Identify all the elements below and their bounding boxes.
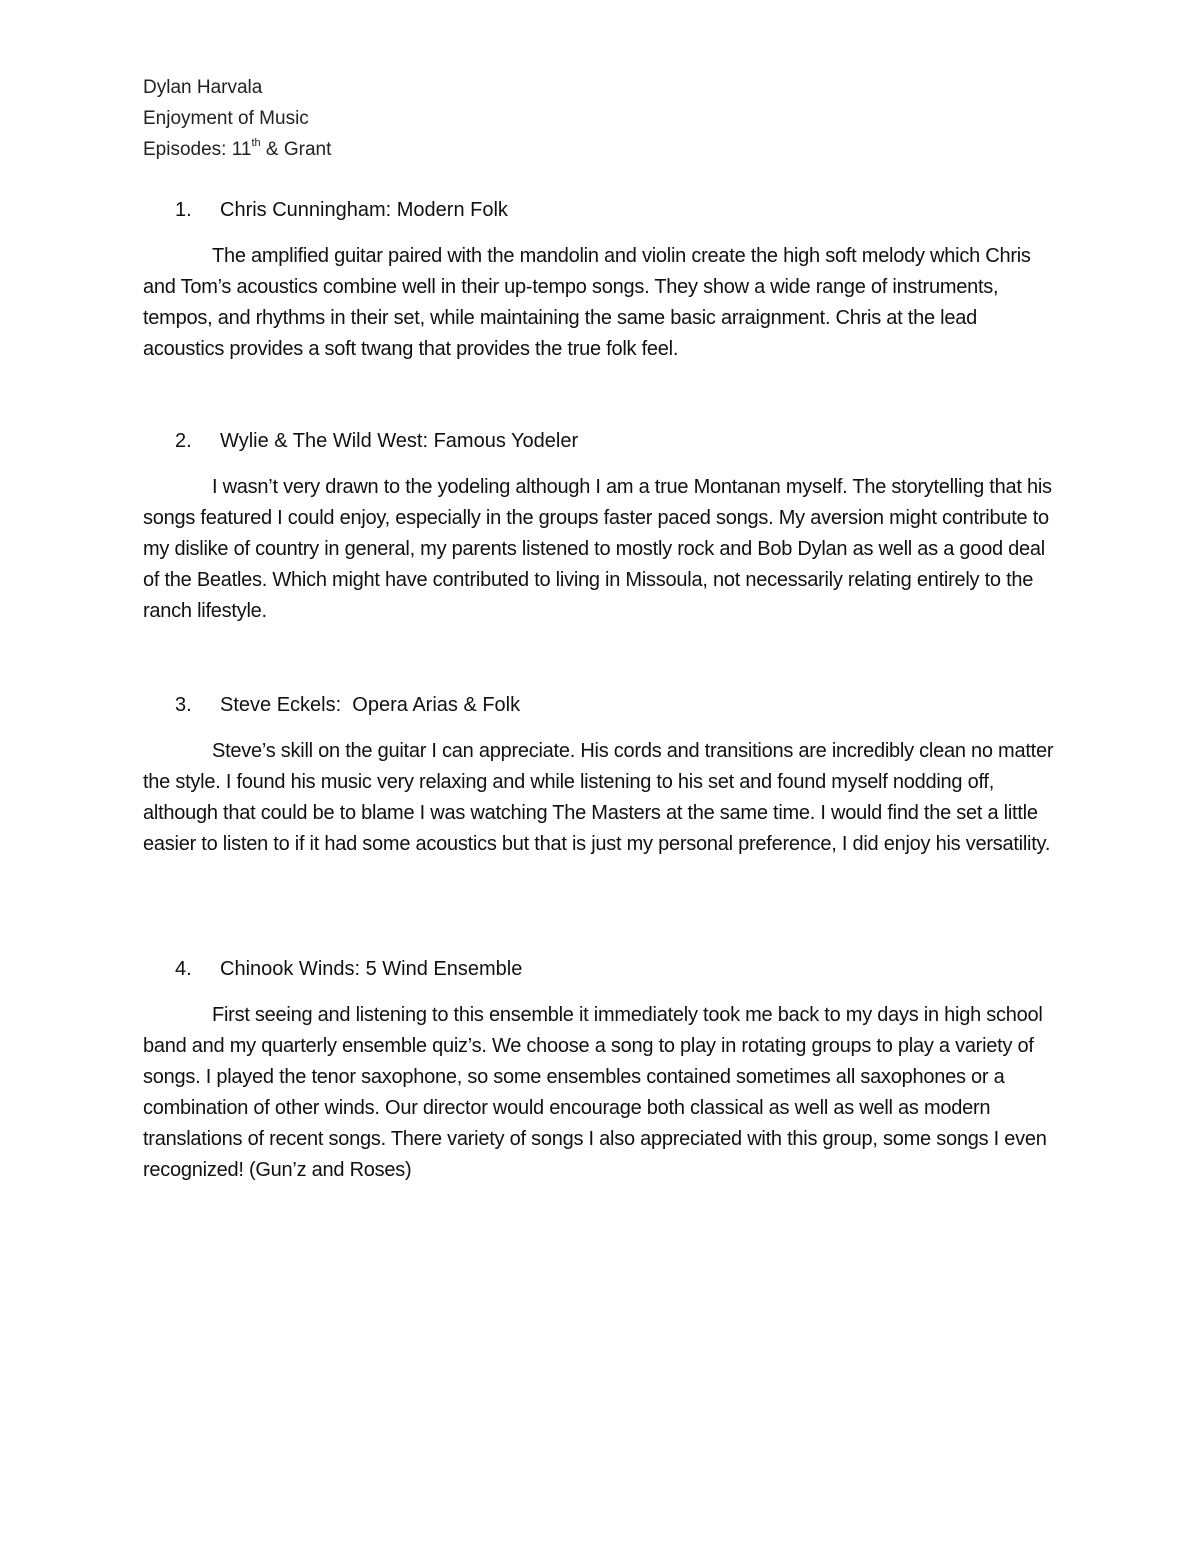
section-number: 1.	[175, 199, 192, 221]
episodes-suffix: & Grant	[260, 139, 332, 160]
section-number: 4.	[175, 958, 192, 980]
author-name: Dylan Harvala	[143, 77, 263, 98]
section-heading	[143, 690, 1063, 720]
section-title: Chris Cunningham: Modern Folk	[220, 199, 508, 221]
review-section-3	[143, 690, 1063, 860]
section-number: 2.	[175, 430, 192, 452]
episodes-line	[143, 134, 331, 165]
section-heading	[143, 426, 1063, 456]
review-section-4	[143, 954, 1063, 1186]
section-body: Steve’s skill on the guitar I can appreciate. His cords and transitions are incredibly clean no matter the style. I found his music very relaxing and while listening to his set and found myself nodding off, although that could be to blame I was watching The Masters at the same time. I would find the set a little easier to listen to if it had some acoustics but that is just my personal preference, I did enjoy his versatility.	[143, 740, 1054, 855]
section-number: 3.	[175, 694, 192, 716]
section-title: Wylie & The Wild West: Famous Yodeler	[220, 430, 579, 452]
document-header	[143, 72, 331, 165]
section-body: First seeing and listening to this ensemble it immediately took me back to my days in high school band and my quarterly ensemble quiz’s. We choose a song to play in rotating groups to play a variety of songs. I played the tenor saxophone, so some ensembles contained sometimes all saxophones or a combination of other winds. Our director would encourage both classical as well as well as modern translations of recent songs. There variety of songs I also appreciated with this group, some songs I even recognized! (Gun’z and Roses)	[143, 1004, 1047, 1181]
section-body: I wasn’t very drawn to the yodeling although I am a true Montanan myself. The storytelling that his songs featured I could enjoy, especially in the groups faster paced songs. My aversion might contribute to my dislike of country in general, my parents listened to mostly rock and Bob Dylan as well as a good deal of the Beatles. Which might have contributed to living in Missoula, not necessarily relating entirely to the ranch lifestyle.	[143, 476, 1052, 622]
review-section-1	[143, 195, 1063, 365]
section-heading	[143, 954, 1063, 984]
section-title: Chinook Winds: 5 Wind Ensemble	[220, 958, 523, 980]
section-heading	[143, 195, 1063, 225]
episodes-superscript: th	[251, 136, 261, 149]
section-body: The amplified guitar paired with the mandolin and violin create the high soft melody which Chris and Tom’s acoustics combine well in their up-tempo songs. They show a wide range of instruments, tempos, and rhythms in their set, while maintaining the same basic arraignment. Chris at the lead acoustics provides a soft twang that provides the true folk feel.	[143, 245, 1031, 360]
episodes-prefix: Episodes: 11	[143, 139, 252, 160]
section-title: Steve Eckels: Opera Arias & Folk	[220, 694, 521, 716]
review-section-2	[143, 426, 1063, 627]
course-name: Enjoyment of Music	[143, 108, 309, 129]
